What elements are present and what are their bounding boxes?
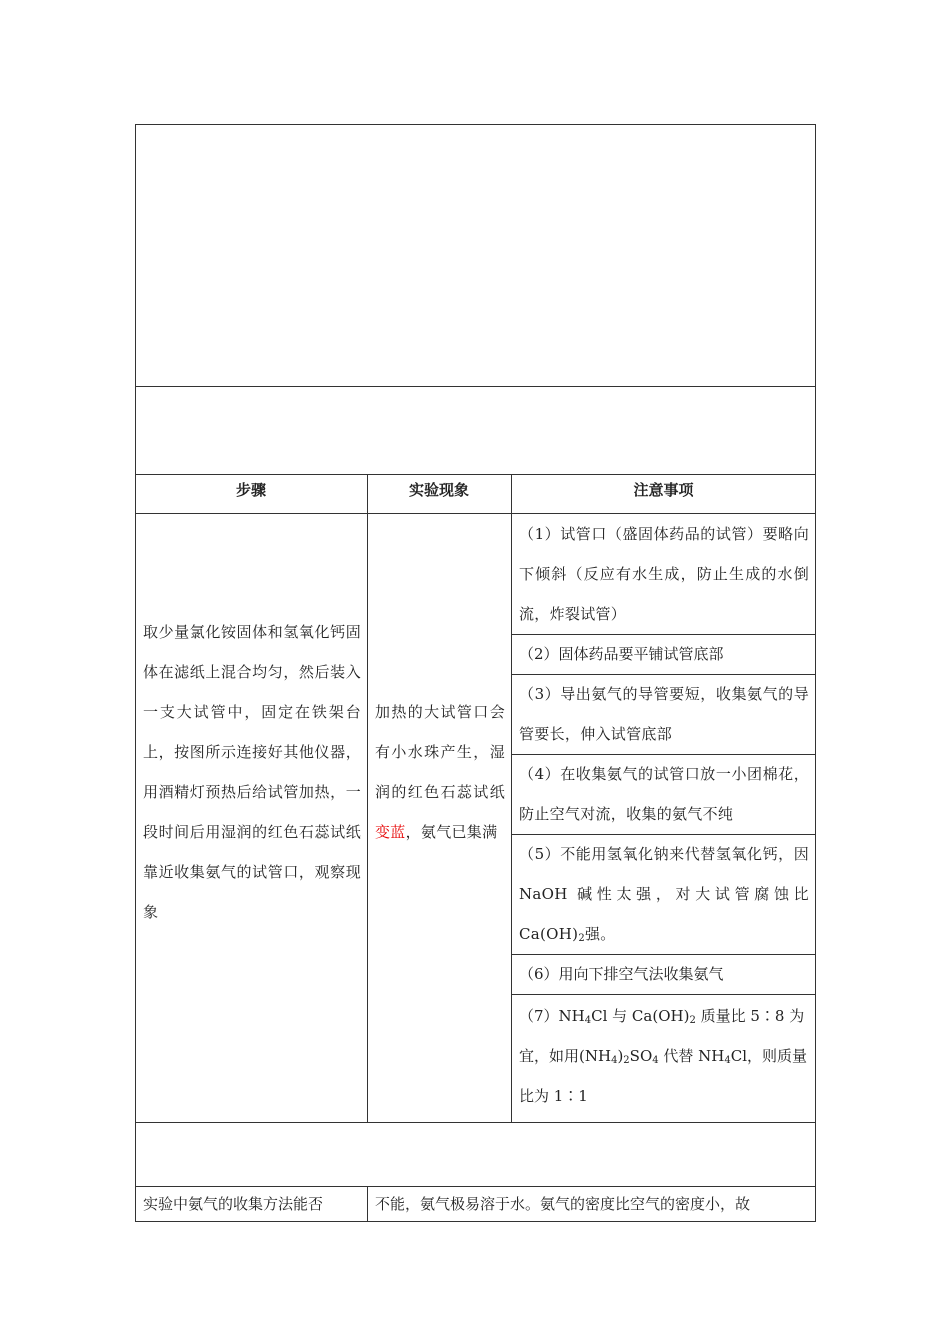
- phenomena-text: [375, 692, 505, 852]
- bottom-answer: 不能，氨气极易溶于水。氨气的密度比空气的密度小，故: [375, 1195, 751, 1213]
- phenomena-before: 加热的大试管口会有小水珠产生，湿润的红色石蕊试纸: [375, 703, 505, 801]
- note-2: （2）固体药品要平铺试管底部: [519, 645, 724, 663]
- note-7-text: ): [617, 1047, 624, 1065]
- note-4: （4）在收集氨气的试管口放一小团棉花，防止空气对流，收集的氨气不纯: [519, 765, 809, 823]
- subscript: 4: [724, 1055, 731, 1066]
- subscript: 2: [623, 1055, 630, 1066]
- subscript: 2: [689, 1015, 696, 1026]
- divider: [511, 994, 816, 995]
- header-notes: 注意事项: [633, 481, 694, 499]
- note-5-text: （5）不能用氢氧化钠来代替氢氧化钙，因 NaOH 碱性太强，对大试管腐蚀比 Ca(OH): [519, 845, 809, 943]
- divider: [367, 474, 368, 1122]
- note-7: [519, 996, 809, 1116]
- divider: [135, 1122, 816, 1123]
- subscript: 4: [652, 1055, 659, 1066]
- note-7-text: SO: [629, 1047, 653, 1065]
- divider: [367, 1186, 368, 1222]
- note-7-text: Cl，则质量比为 1∶1: [519, 1047, 808, 1105]
- note-5-end: 强。: [584, 925, 616, 943]
- divider: [511, 474, 512, 1122]
- phenomena-after: ，氨气已集满: [405, 823, 498, 841]
- note-7-text: 质量比 5∶8 为宜，如用(NH: [519, 1007, 805, 1065]
- note-7-text: 代替 NH: [658, 1047, 725, 1065]
- header-steps: 步骤: [235, 481, 266, 499]
- note-5: [519, 834, 809, 954]
- subscript: 2: [578, 933, 585, 944]
- steps-text: 取少量氯化铵固体和氢氧化钙固体在滤纸上混合均匀，然后装入一支大试管中，固定在铁架台上，按图所示连接好其他仪器，用酒精灯预热后给试管加热，一段时间后用湿润的红色石蕊试纸靠近收集氨气的试管口，观察现象: [143, 623, 361, 921]
- divider: [135, 386, 816, 387]
- note-7-text: Cl 与 Ca(OH): [591, 1007, 690, 1025]
- subscript: 4: [584, 1015, 592, 1026]
- note-3: （3）导出氨气的导管要短，收集氨气的导管要长，伸入试管底部: [519, 685, 809, 743]
- note-1: （1）试管口（盛固体药品的试管）要略向下倾斜（反应有水生成，防止生成的水倒流，炸裂试管）: [519, 525, 809, 623]
- bottom-question: 实验中氨气的收集方法能否: [143, 1195, 324, 1213]
- note-6: （6）用向下排空气法收集氨气: [519, 965, 724, 983]
- divider: [135, 474, 816, 475]
- header-phenomena: 实验现象: [408, 481, 469, 499]
- subscript: 4: [611, 1055, 618, 1066]
- note-7-text: （7）NH: [519, 1007, 585, 1025]
- phenomena-highlight: 变蓝: [375, 823, 406, 841]
